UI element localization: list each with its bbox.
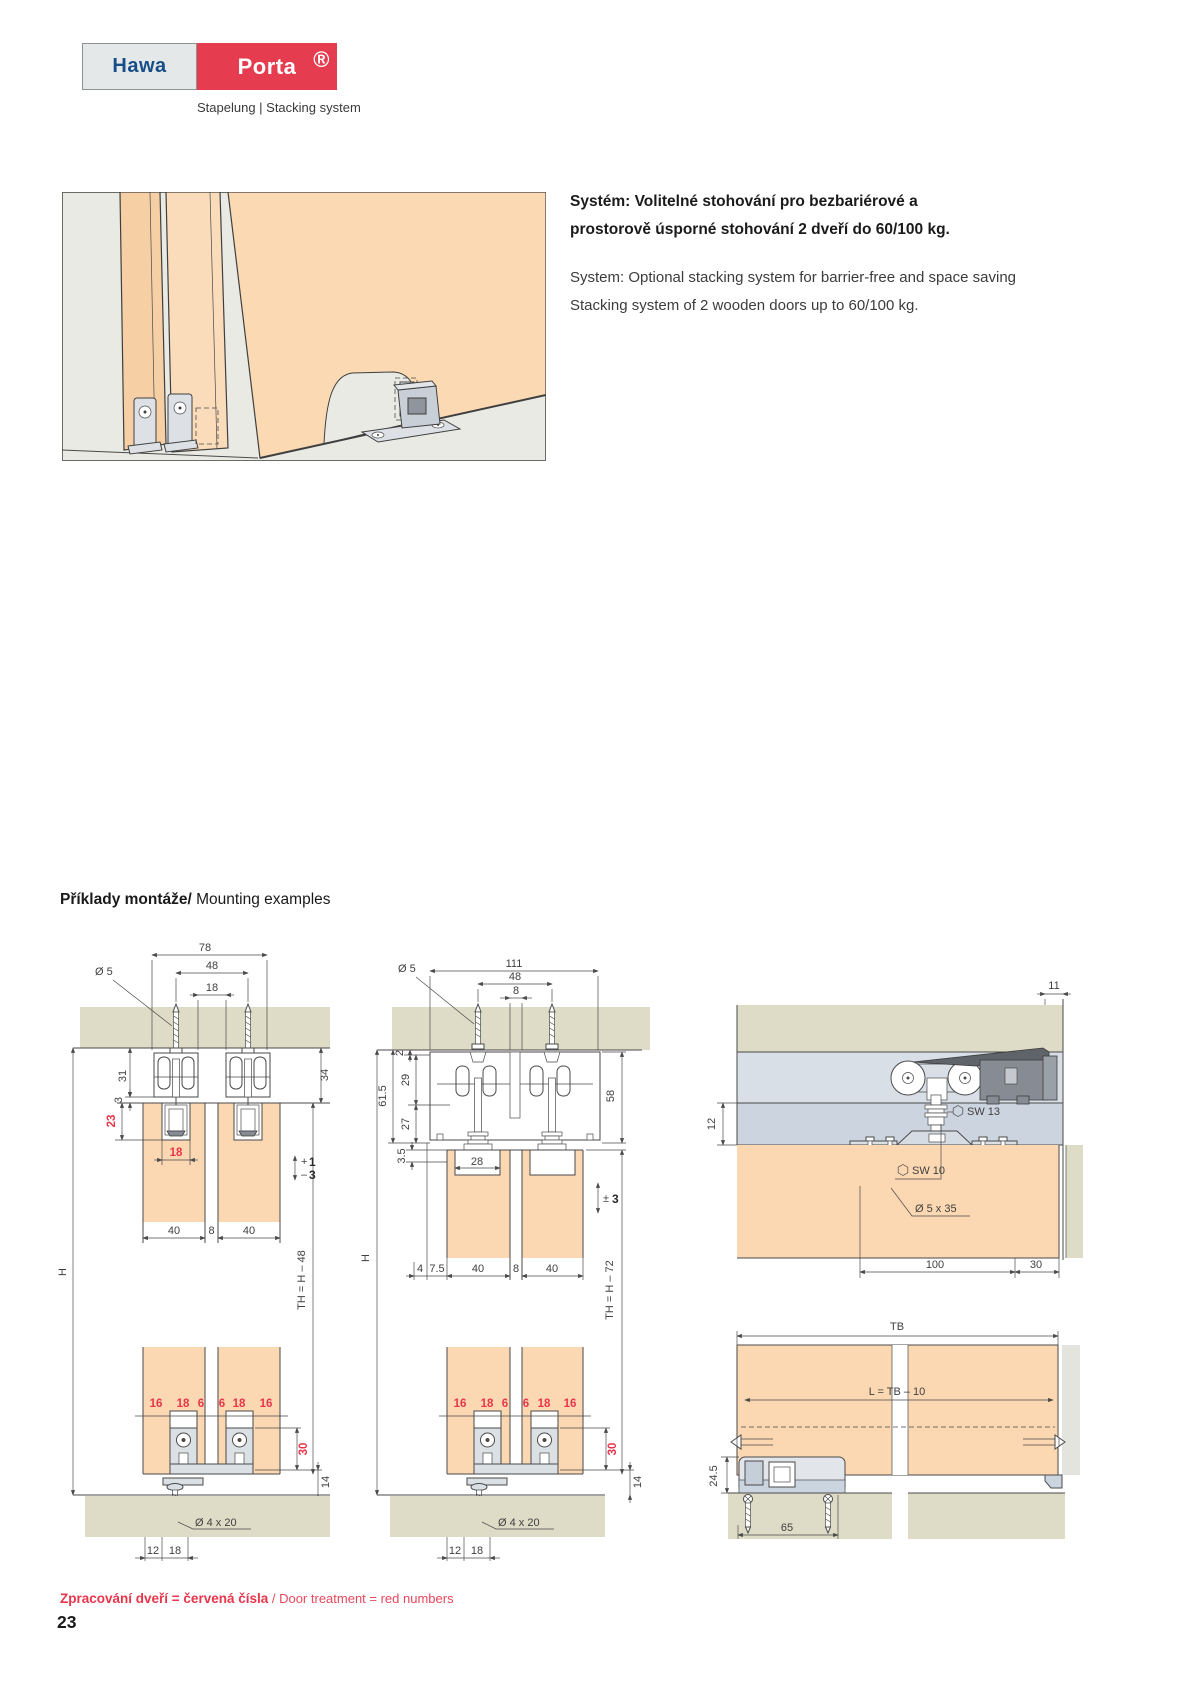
dim-h: H: [57, 1268, 69, 1276]
dim-h: H: [360, 1254, 372, 1262]
door-panels-upper: [447, 1150, 583, 1280]
dim-61-5: 61.5: [377, 1085, 389, 1107]
red-18r: 18: [232, 1398, 246, 1410]
door-panels-lower: [143, 1347, 280, 1474]
dim-78: 78: [198, 942, 212, 954]
tol-3: 3: [309, 1168, 316, 1182]
dim-12-bottom: 12: [146, 1545, 160, 1557]
dim-7-5: 7.5: [429, 1263, 445, 1275]
dim-11: [1037, 980, 1071, 1005]
dim-40l: 40: [471, 1263, 485, 1275]
dim-dia4x20: Ø 4 x 20: [498, 1517, 540, 1529]
track-trolley-left: [154, 1053, 198, 1097]
dims-bottom: [135, 1537, 198, 1561]
tolerance-note: [295, 1155, 316, 1182]
tol-pm: ±: [603, 1193, 610, 1205]
dim-28: 28: [470, 1156, 484, 1168]
door-section: [737, 1145, 1083, 1258]
dim-sw10: SW 10: [912, 1165, 946, 1177]
height-dim: [57, 1048, 73, 1495]
drawing-section-recessed-track: [350, 928, 650, 1578]
intro-en-line1: System: Optional stacking system for barrier-free and space saving: [570, 269, 1017, 286]
dim-30: 30: [1029, 1259, 1043, 1271]
drawing-section-surface-track: [55, 928, 345, 1578]
logo-porta-text: Porta: [237, 53, 297, 79]
ceiling-band: [73, 1007, 330, 1048]
dim-3-5: 3.5: [396, 1148, 408, 1164]
dim-18-bottom: 18: [168, 1545, 182, 1557]
intro-cs-line2: prostorově úsporné stohování 2 dveří do 60/100 kg.: [570, 221, 950, 238]
dim-dia5x35: Ø 5 x 35: [915, 1203, 957, 1215]
red-16r: 16: [563, 1398, 577, 1410]
dim-18-top: 18: [205, 982, 219, 994]
tolerance-note: [598, 1183, 619, 1213]
track-profile: [430, 1052, 600, 1140]
intro-description: [570, 264, 1050, 320]
tol-plus: +: [301, 1156, 308, 1168]
dim-dia5: Ø 5: [398, 963, 416, 975]
door-treatment-note: [60, 1591, 454, 1606]
dim-48: 48: [205, 960, 219, 972]
dim-34: 34: [319, 1068, 331, 1082]
dim-30-red: 30: [298, 1442, 310, 1456]
dim-dia5: Ø 5: [95, 966, 113, 978]
red-16l: 16: [149, 1398, 163, 1410]
dim-8-top: 8: [512, 985, 520, 997]
dim-29: 29: [400, 1073, 412, 1087]
dim-14: 14: [632, 1475, 644, 1489]
logo-porta-box: [197, 43, 337, 90]
heading-english: Mounting examples: [191, 891, 331, 908]
red-6l: 6: [197, 1398, 205, 1410]
dim-tb: TB: [889, 1321, 905, 1333]
red-6r: 6: [522, 1398, 530, 1410]
floor-band: [377, 1495, 605, 1537]
note-english: / Door treatment = red numbers: [268, 1591, 454, 1606]
logo-hawa-box: [82, 43, 197, 90]
dim-l-tb: L = TB – 10: [868, 1386, 926, 1398]
dim-12-bottom: 12: [448, 1545, 462, 1557]
plan-view: [731, 1321, 1080, 1475]
dim-48: 48: [508, 971, 522, 983]
isometric-door-illustration: [62, 192, 546, 461]
dim-65: 65: [780, 1522, 794, 1534]
plan-floor-band: [728, 1493, 1065, 1539]
door-panels-lower: [447, 1347, 583, 1474]
heading-czech: Příklady montáže/: [60, 891, 192, 908]
dim-27: 27: [400, 1117, 412, 1131]
page-subtitle: Stapelung | Stacking system: [197, 100, 361, 115]
red-16l: 16: [453, 1398, 467, 1410]
dim-40r: 40: [242, 1225, 256, 1237]
dim-111: 111: [505, 958, 523, 970]
dims-door-width: [143, 1225, 280, 1238]
dim-40l: 40: [167, 1225, 181, 1237]
red-16r: 16: [259, 1398, 273, 1410]
dim-24-5: [708, 1457, 739, 1493]
logo-hawa-text: Hawa: [112, 55, 167, 77]
track-trolley-right: [226, 1053, 270, 1097]
dim-31: 31: [117, 1069, 129, 1083]
dim-58: 58: [605, 1089, 617, 1103]
dim-14: 14: [320, 1475, 332, 1489]
dim-2: 2: [394, 1049, 406, 1057]
note-czech: Zpracování dveří = červená čísla: [60, 1591, 269, 1606]
red-18l: 18: [176, 1398, 190, 1410]
dim-8: 8: [208, 1225, 215, 1237]
dim-18-red: 18: [169, 1147, 183, 1159]
dim-4: 4: [416, 1263, 424, 1275]
dim-th: TH = H – 48: [296, 1250, 308, 1310]
dims-right: [296, 1048, 331, 1474]
dim-24-5: 24.5: [708, 1465, 720, 1487]
door-panels-upper: [117, 1103, 330, 1243]
dim-40r: 40: [545, 1263, 559, 1275]
red-18r: 18: [537, 1398, 551, 1410]
tol-minus: –: [301, 1169, 308, 1181]
ceiling-band: [377, 1007, 650, 1050]
dim-8: 8: [512, 1263, 520, 1275]
dim-dia4x20: Ø 4 x 20: [195, 1517, 237, 1529]
dim-th: TH = H – 72: [604, 1260, 616, 1320]
drawing-side-section-and-plan: [665, 928, 1095, 1573]
registered-mark: ®: [313, 47, 330, 72]
dim-12: 12: [706, 1117, 718, 1131]
tol-3: 3: [612, 1192, 619, 1206]
dim-3: 3: [113, 1096, 125, 1104]
intro-en-line2: Stacking system of 2 wooden doors up to 60/100 kg.: [570, 297, 919, 314]
dim-30-red: 30: [607, 1442, 619, 1456]
dim-100: 100: [925, 1259, 945, 1271]
red-18l: 18: [480, 1398, 494, 1410]
dims-bottom: [437, 1537, 500, 1561]
intro-heading: [570, 188, 1040, 244]
dim-11: 11: [1048, 980, 1060, 992]
red-6r: 6: [218, 1398, 226, 1410]
dim-23-red: 23: [106, 1114, 118, 1128]
tol-1: 1: [309, 1155, 316, 1169]
dim-sw13: SW 13: [967, 1106, 1001, 1118]
dim-18-bottom: 18: [470, 1545, 484, 1557]
page-number: 23: [57, 1612, 77, 1632]
dims-right-upper: [602, 1052, 626, 1143]
intro-cs-line1: Systém: Volitelné stohování pro bezbariérové a: [570, 193, 918, 210]
floor-band: [73, 1495, 330, 1537]
dim-12: [706, 1103, 737, 1145]
ceiling-band: [737, 1005, 1063, 1052]
mounting-examples-heading: [60, 891, 331, 909]
red-6l: 6: [501, 1398, 509, 1410]
